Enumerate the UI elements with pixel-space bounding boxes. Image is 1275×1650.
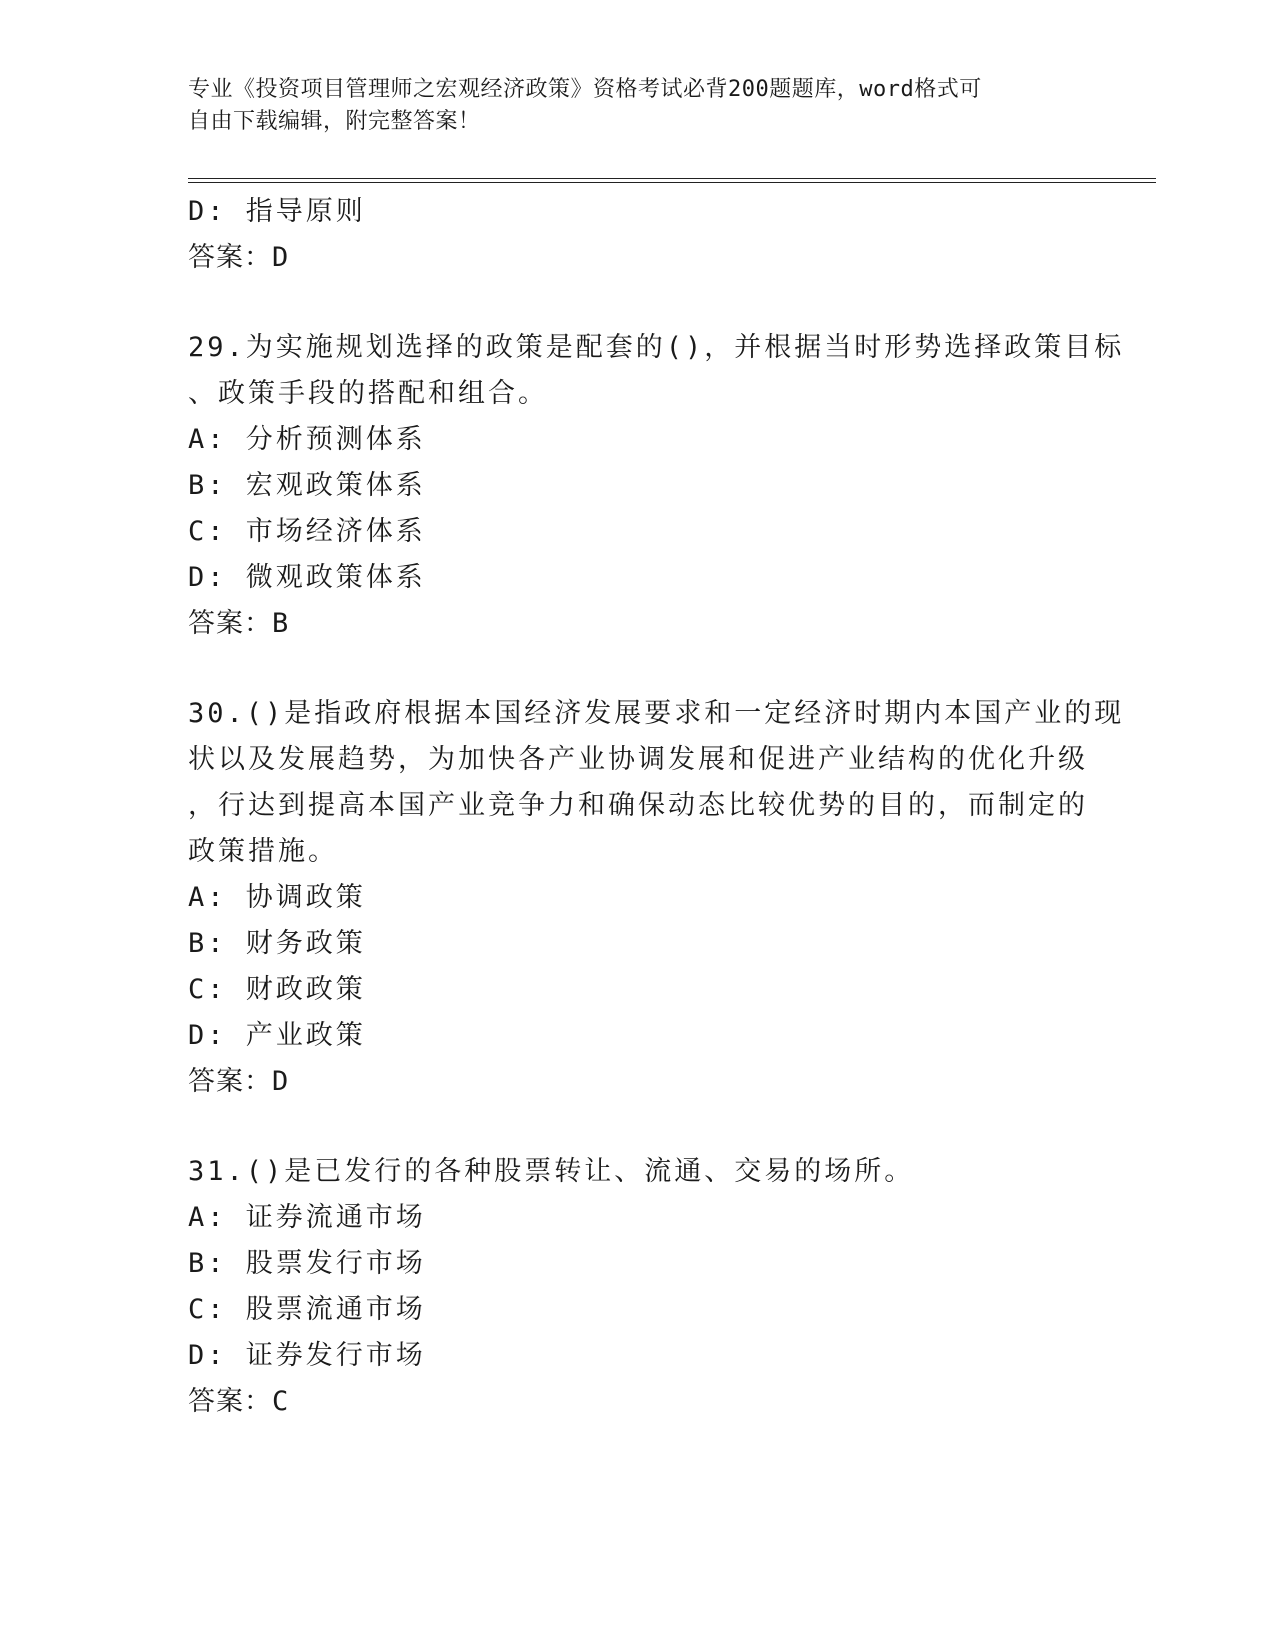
question-content (188, 189, 1125, 1425)
option-b: B: 宏观政策体系 (188, 470, 426, 501)
option-d: D: 指导原则 (188, 196, 366, 227)
question-stem (188, 1149, 1088, 1195)
question-30 (188, 691, 1125, 1105)
option-c: C: 财政政策 (188, 974, 366, 1005)
document-header (188, 74, 1068, 138)
option-c: C: 市场经济体系 (188, 516, 426, 547)
option-c: C: 股票流通市场 (188, 1294, 426, 1325)
question-29 (188, 325, 1125, 647)
answer-line: 答案：D (188, 242, 290, 273)
header-title-line-2: 自由下载编辑，附完整答案！ (188, 109, 481, 134)
spacer (188, 1105, 1088, 1149)
option-b: B: 股票发行市场 (188, 1248, 426, 1279)
header-title-line-1: 专业《投资项目管理师之宏观经济政策》资格考试必背200题题库，word格式可 (188, 77, 982, 102)
answer-line: 答案：B (188, 608, 290, 639)
question-stem (188, 325, 1125, 417)
stem-line: 政策措施。 (188, 836, 338, 867)
stem-line: 29.为实施规划选择的政策是配套的()，并根据当时形势选择政策目标 (188, 332, 1125, 363)
answer-line: 答案：C (188, 1386, 290, 1417)
stem-line: 、政策手段的搭配和组合。 (188, 378, 548, 409)
stem-line: 状以及发展趋势，为加快各产业协调发展和促进产业结构的优化升级 (188, 744, 1088, 775)
option-d: D: 产业政策 (188, 1020, 366, 1051)
option-b: B: 财务政策 (188, 928, 366, 959)
question-31 (188, 1149, 1088, 1425)
spacer (188, 281, 1088, 325)
stem-line: 31.()是已发行的各种股票转让、流通、交易的场所。 (188, 1156, 915, 1187)
question-stem (188, 691, 1125, 875)
option-a: A: 分析预测体系 (188, 424, 426, 455)
option-d: D: 证券发行市场 (188, 1340, 426, 1371)
spacer (188, 647, 1088, 691)
stem-line: 30.()是指政府根据本国经济发展要求和一定经济时期内本国产业的现 (188, 698, 1125, 729)
option-d: D: 微观政策体系 (188, 562, 426, 593)
option-a: A: 证券流通市场 (188, 1202, 426, 1233)
stem-line: ，行达到提高本国产业竞争力和确保动态比较优势的目的，而制定的 (188, 790, 1088, 821)
header-divider (188, 178, 1156, 183)
answer-line: 答案：D (188, 1066, 290, 1097)
option-a: A: 协调政策 (188, 882, 366, 913)
